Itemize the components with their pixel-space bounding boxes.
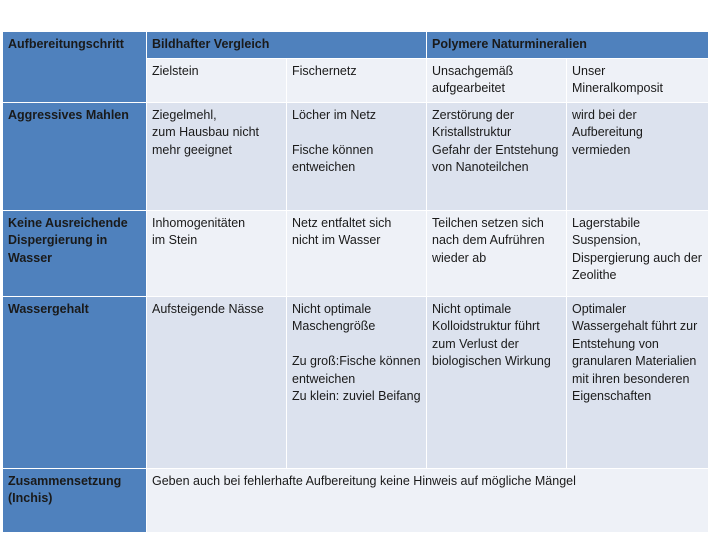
header-bildhafter-vergleich: Bildhafter Vergleich	[147, 32, 427, 59]
subheader-unsachgemaess: Unsachgemäß aufgearbeitet	[427, 58, 567, 102]
table-cell: Ziegelmehl, zum Hausbau nicht mehr geeignet	[147, 102, 287, 210]
table-cell: Optimaler Wassergehalt führt zur Entstehung von granularen Materialien mit ihren besonderen Eigenschaften	[567, 296, 709, 468]
subheader-zielstein: Zielstein	[147, 58, 287, 102]
header-row	[3, 32, 709, 59]
table-cell: Löcher im Netz Fische können entweichen	[287, 102, 427, 210]
table-cell-merged: Geben auch bei fehlerhafte Aufbereitung keine Hinweis auf mögliche Mängel	[147, 468, 709, 532]
table-cell: wird bei der Aufbereitung vermieden	[567, 102, 709, 210]
subheader-fischernetz: Fischernetz	[287, 58, 427, 102]
table-cell: Nicht optimale Kolloidstruktur führt zum Verlust der biologischen Wirkung	[427, 296, 567, 468]
row-label: Zusammensetzung (Inchis)	[3, 468, 147, 532]
table-cell: Zerstörung der Kristallstruktur Gefahr der Entstehung von Nanoteilchen	[427, 102, 567, 210]
table-row	[3, 210, 709, 296]
table-cell: Inhomogenitäten im Stein	[147, 210, 287, 296]
row-label: Keine Ausreichende Dispergierung in Wasser	[3, 210, 147, 296]
table-cell: Netz entfaltet sich nicht im Wasser	[287, 210, 427, 296]
header-aufbereitungschritt: Aufbereitungschritt	[3, 32, 147, 103]
table-row	[3, 102, 709, 210]
comparison-table	[2, 31, 709, 533]
header-polymere-naturmineralien: Polymere Naturmineralien	[427, 32, 709, 59]
table-cell: Teilchen setzen sich nach dem Aufrühren wieder ab	[427, 210, 567, 296]
row-label: Aggressives Mahlen	[3, 102, 147, 210]
table-cell: Lagerstabile Suspension, Dispergierung auch der Zeolithe	[567, 210, 709, 296]
subheader-mineralkomposit: Unser Mineralkomposit	[567, 58, 709, 102]
table-cell: Nicht optimale Maschengröße Zu groß:Fische können entweichen Zu klein: zuviel Beifang	[287, 296, 427, 468]
table-cell: Aufsteigende Nässe	[147, 296, 287, 468]
table-row	[3, 468, 709, 532]
row-label: Wassergehalt	[3, 296, 147, 468]
table-row	[3, 296, 709, 468]
